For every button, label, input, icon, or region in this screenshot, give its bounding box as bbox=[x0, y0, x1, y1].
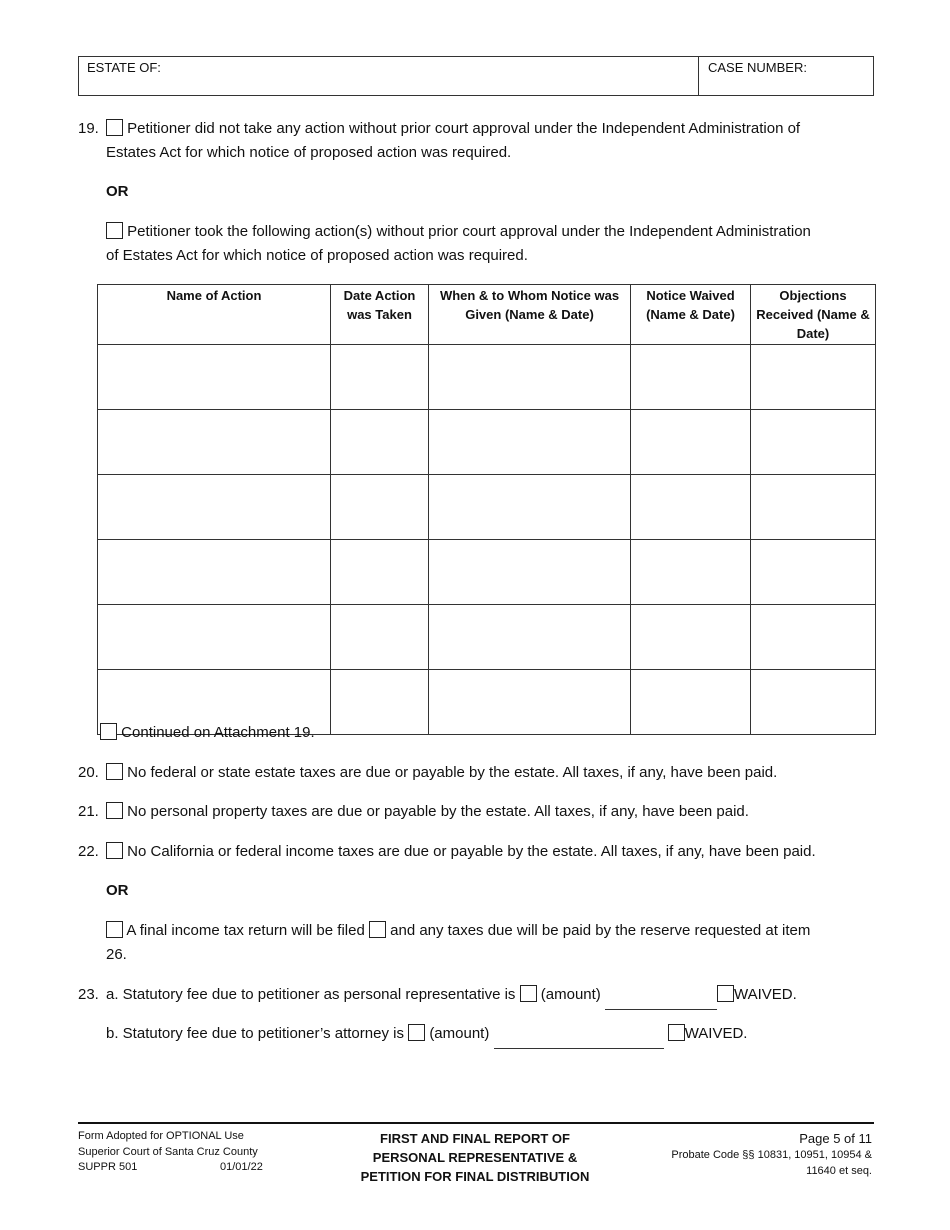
item-23-a-text: a. Statutory fee due to petitioner as personal representative is bbox=[106, 986, 516, 1003]
actions-table bbox=[97, 284, 876, 735]
footer-right bbox=[620, 1129, 872, 1179]
item-19-option-2-line-1: Petitioner took the following action(s) without prior court approval under the Independent Administration bbox=[127, 223, 811, 240]
footer-rule bbox=[78, 1122, 874, 1124]
table-cell[interactable] bbox=[98, 475, 331, 540]
item-19-number: 19. bbox=[78, 120, 99, 137]
item-19-option-1-line-2: Estates Act for which notice of proposed action was required. bbox=[106, 144, 512, 161]
col-objections-received: Objections Received (Name & Date) bbox=[751, 285, 876, 345]
footer-form-id: SUPPR 501 bbox=[78, 1161, 138, 1173]
footer-left bbox=[78, 1129, 278, 1176]
table-cell[interactable] bbox=[331, 540, 429, 605]
item-21-text: No personal property taxes are due or payable by the estate. All taxes, if any, have been paid. bbox=[127, 803, 749, 820]
table-cell[interactable] bbox=[98, 540, 331, 605]
item-21-number: 21. bbox=[78, 803, 99, 820]
final-return-checkbox[interactable] bbox=[106, 921, 123, 938]
footer-court: Superior Court of Santa Cruz County bbox=[78, 1145, 258, 1158]
item-22-checkbox[interactable] bbox=[106, 842, 123, 859]
table-cell[interactable] bbox=[751, 540, 876, 605]
table-row bbox=[98, 475, 876, 540]
item-19-no-action-checkbox[interactable] bbox=[106, 119, 123, 136]
table-cell[interactable] bbox=[751, 670, 876, 735]
table-header-row bbox=[98, 285, 876, 345]
item-23-a bbox=[106, 983, 886, 1010]
table-cell[interactable] bbox=[429, 540, 631, 605]
item-22-alternative-line-2: 26. bbox=[106, 946, 127, 963]
col-notice-waived: Notice Waived (Name & Date) bbox=[631, 285, 751, 345]
item-23-a-amount-field[interactable] bbox=[605, 985, 717, 1010]
item-19-option-2 bbox=[106, 220, 881, 244]
col-date-action-taken: Date Action was Taken bbox=[331, 285, 429, 345]
table-row bbox=[98, 410, 876, 475]
table-cell[interactable] bbox=[429, 670, 631, 735]
continued-attachment-label: Continued on Attachment 19. bbox=[121, 724, 315, 741]
table-cell[interactable] bbox=[631, 670, 751, 735]
item-23-b-waived-label: WAIVED. bbox=[684, 1025, 748, 1042]
caption-divider bbox=[698, 56, 699, 96]
table-cell[interactable] bbox=[631, 605, 751, 670]
item-23-b-amount-field[interactable] bbox=[494, 1024, 664, 1049]
item-19-option-2-line-2: of Estates Act for which notice of proposed action was required. bbox=[106, 247, 528, 264]
item-19-took-action-checkbox[interactable] bbox=[106, 222, 123, 239]
item-19-option-1-line-1: Petitioner did not take any action without prior court approval under the Independent Administration of bbox=[127, 120, 801, 137]
item-23-b-amount-checkbox[interactable] bbox=[408, 1024, 425, 1041]
item-22-or: OR bbox=[106, 882, 129, 899]
probate-code-line-1: Probate Code §§ 10831, 10951, 10954 & bbox=[671, 1149, 872, 1161]
table-cell[interactable] bbox=[429, 345, 631, 410]
item-19-option-1 bbox=[106, 117, 876, 141]
table-cell[interactable] bbox=[331, 345, 429, 410]
item-21 bbox=[106, 800, 886, 824]
footer-adopted: Form Adopted for OPTIONAL Use bbox=[78, 1130, 244, 1142]
continued-attachment-checkbox[interactable] bbox=[100, 723, 117, 740]
table-row bbox=[98, 345, 876, 410]
final-return-label: A final income tax return will be filed bbox=[126, 922, 365, 939]
table-row bbox=[98, 540, 876, 605]
table-cell[interactable] bbox=[631, 540, 751, 605]
page-number: Page 5 of 11 bbox=[799, 1131, 872, 1146]
footer-title-line-2: PERSONAL REPRESENTATIVE & bbox=[372, 1150, 578, 1165]
table-cell[interactable] bbox=[751, 605, 876, 670]
footer-title-line-3: PETITION FOR FINAL DISTRIBUTION bbox=[360, 1169, 590, 1184]
footer-form-line bbox=[78, 1160, 278, 1176]
table-cell[interactable] bbox=[331, 410, 429, 475]
table-cell[interactable] bbox=[751, 345, 876, 410]
col-notice-given: When & to Whom Notice was Given (Name & Date) bbox=[429, 285, 631, 345]
footer-form-date: 01/01/22 bbox=[220, 1161, 263, 1173]
item-23-number: 23. bbox=[78, 986, 99, 1003]
table-cell[interactable] bbox=[331, 475, 429, 540]
table-cell[interactable] bbox=[98, 345, 331, 410]
item-22-text: No California or federal income taxes are due or payable by the estate. All taxes, if any, have been paid. bbox=[127, 843, 816, 860]
table-cell[interactable] bbox=[331, 670, 429, 735]
item-22-number: 22. bbox=[78, 843, 99, 860]
taxes-reserve-label: and any taxes due will be paid by the reserve requested at item bbox=[390, 922, 811, 939]
probate-code-line-2: 11640 et seq. bbox=[806, 1164, 872, 1177]
table-cell[interactable] bbox=[631, 345, 751, 410]
continued-attachment bbox=[100, 721, 315, 745]
footer-title-line-1: FIRST AND FINAL REPORT OF bbox=[380, 1131, 570, 1146]
item-22 bbox=[106, 840, 886, 864]
item-23-a-amount-checkbox[interactable] bbox=[520, 985, 537, 1002]
col-name-of-action: Name of Action bbox=[98, 285, 331, 345]
table-cell[interactable] bbox=[429, 475, 631, 540]
table-cell[interactable] bbox=[751, 475, 876, 540]
estate-of-label: ESTATE OF: bbox=[87, 60, 161, 75]
footer-title bbox=[330, 1129, 620, 1186]
item-20-number: 20. bbox=[78, 764, 99, 781]
item-23-a-waived-checkbox[interactable] bbox=[717, 985, 734, 1002]
table-cell[interactable] bbox=[98, 410, 331, 475]
item-19-or: OR bbox=[106, 183, 129, 200]
case-number-label: CASE NUMBER: bbox=[708, 60, 807, 75]
item-20-text: No federal or state estate taxes are due or payable by the estate. All taxes, if any, have been paid. bbox=[127, 764, 778, 781]
table-cell[interactable] bbox=[98, 605, 331, 670]
table-cell[interactable] bbox=[429, 605, 631, 670]
item-23-b-waived-checkbox[interactable] bbox=[668, 1024, 685, 1041]
item-23-a-waived-label: WAIVED. bbox=[733, 986, 797, 1003]
taxes-reserve-checkbox[interactable] bbox=[369, 921, 386, 938]
item-20 bbox=[106, 761, 886, 785]
table-cell[interactable] bbox=[429, 410, 631, 475]
item-23-b-amount-label: (amount) bbox=[429, 1025, 490, 1042]
item-23-b bbox=[106, 1022, 886, 1049]
item-23-a-amount-label: (amount) bbox=[540, 986, 601, 1003]
table-cell[interactable] bbox=[331, 605, 429, 670]
item-23-b-text: b. Statutory fee due to petitioner’s attorney is bbox=[106, 1025, 404, 1042]
table-cell[interactable] bbox=[631, 475, 751, 540]
item-22-alternative bbox=[106, 919, 886, 943]
table-cell[interactable] bbox=[751, 410, 876, 475]
table-row bbox=[98, 605, 876, 670]
table-cell[interactable] bbox=[631, 410, 751, 475]
item-21-checkbox[interactable] bbox=[106, 802, 123, 819]
item-20-checkbox[interactable] bbox=[106, 763, 123, 780]
